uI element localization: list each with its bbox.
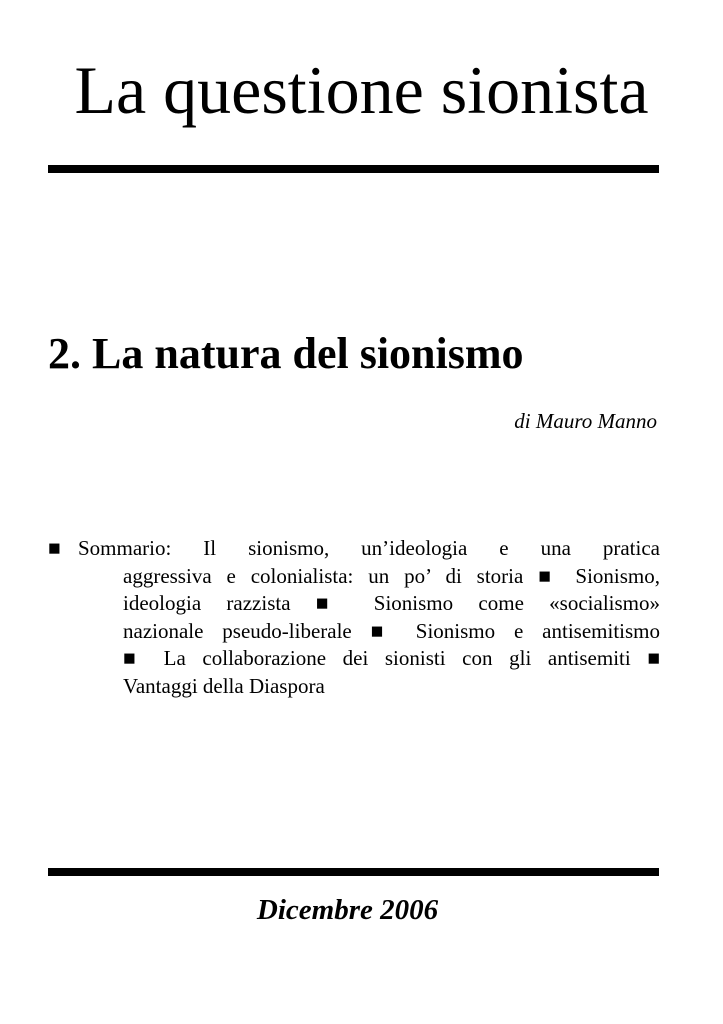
bottom-divider	[48, 868, 659, 876]
summary-line-6: Vantaggi della Diaspora	[123, 673, 325, 698]
summary-block	[48, 535, 660, 700]
author-byline: di Mauro Manno	[514, 409, 657, 433]
publication-date: Dicembre 2006	[256, 894, 439, 926]
summary-line-5: ■ La collaborazione dei sionisti con gli antisemiti ■	[123, 646, 660, 670]
top-divider	[48, 165, 659, 173]
summary-bullet: ■	[48, 536, 61, 560]
summary-line-1	[48, 535, 660, 563]
summary-line-1-text: Sommario: Il sionismo, un’ideologia e una pratica	[78, 536, 660, 560]
chapter-title: 2. La natura del sionismo	[48, 329, 524, 378]
series-title: La questione sionista	[74, 52, 649, 128]
summary-line-2: aggressiva e colonialista: un po’ di storia ■ Sionismo,	[123, 563, 660, 588]
summary-line-4: nazionale pseudo-liberale ■ Sionismo e antisemitismo	[123, 618, 660, 643]
summary-line-3: ideologia razzista ■ Sionismo come «socialismo»	[123, 591, 660, 615]
